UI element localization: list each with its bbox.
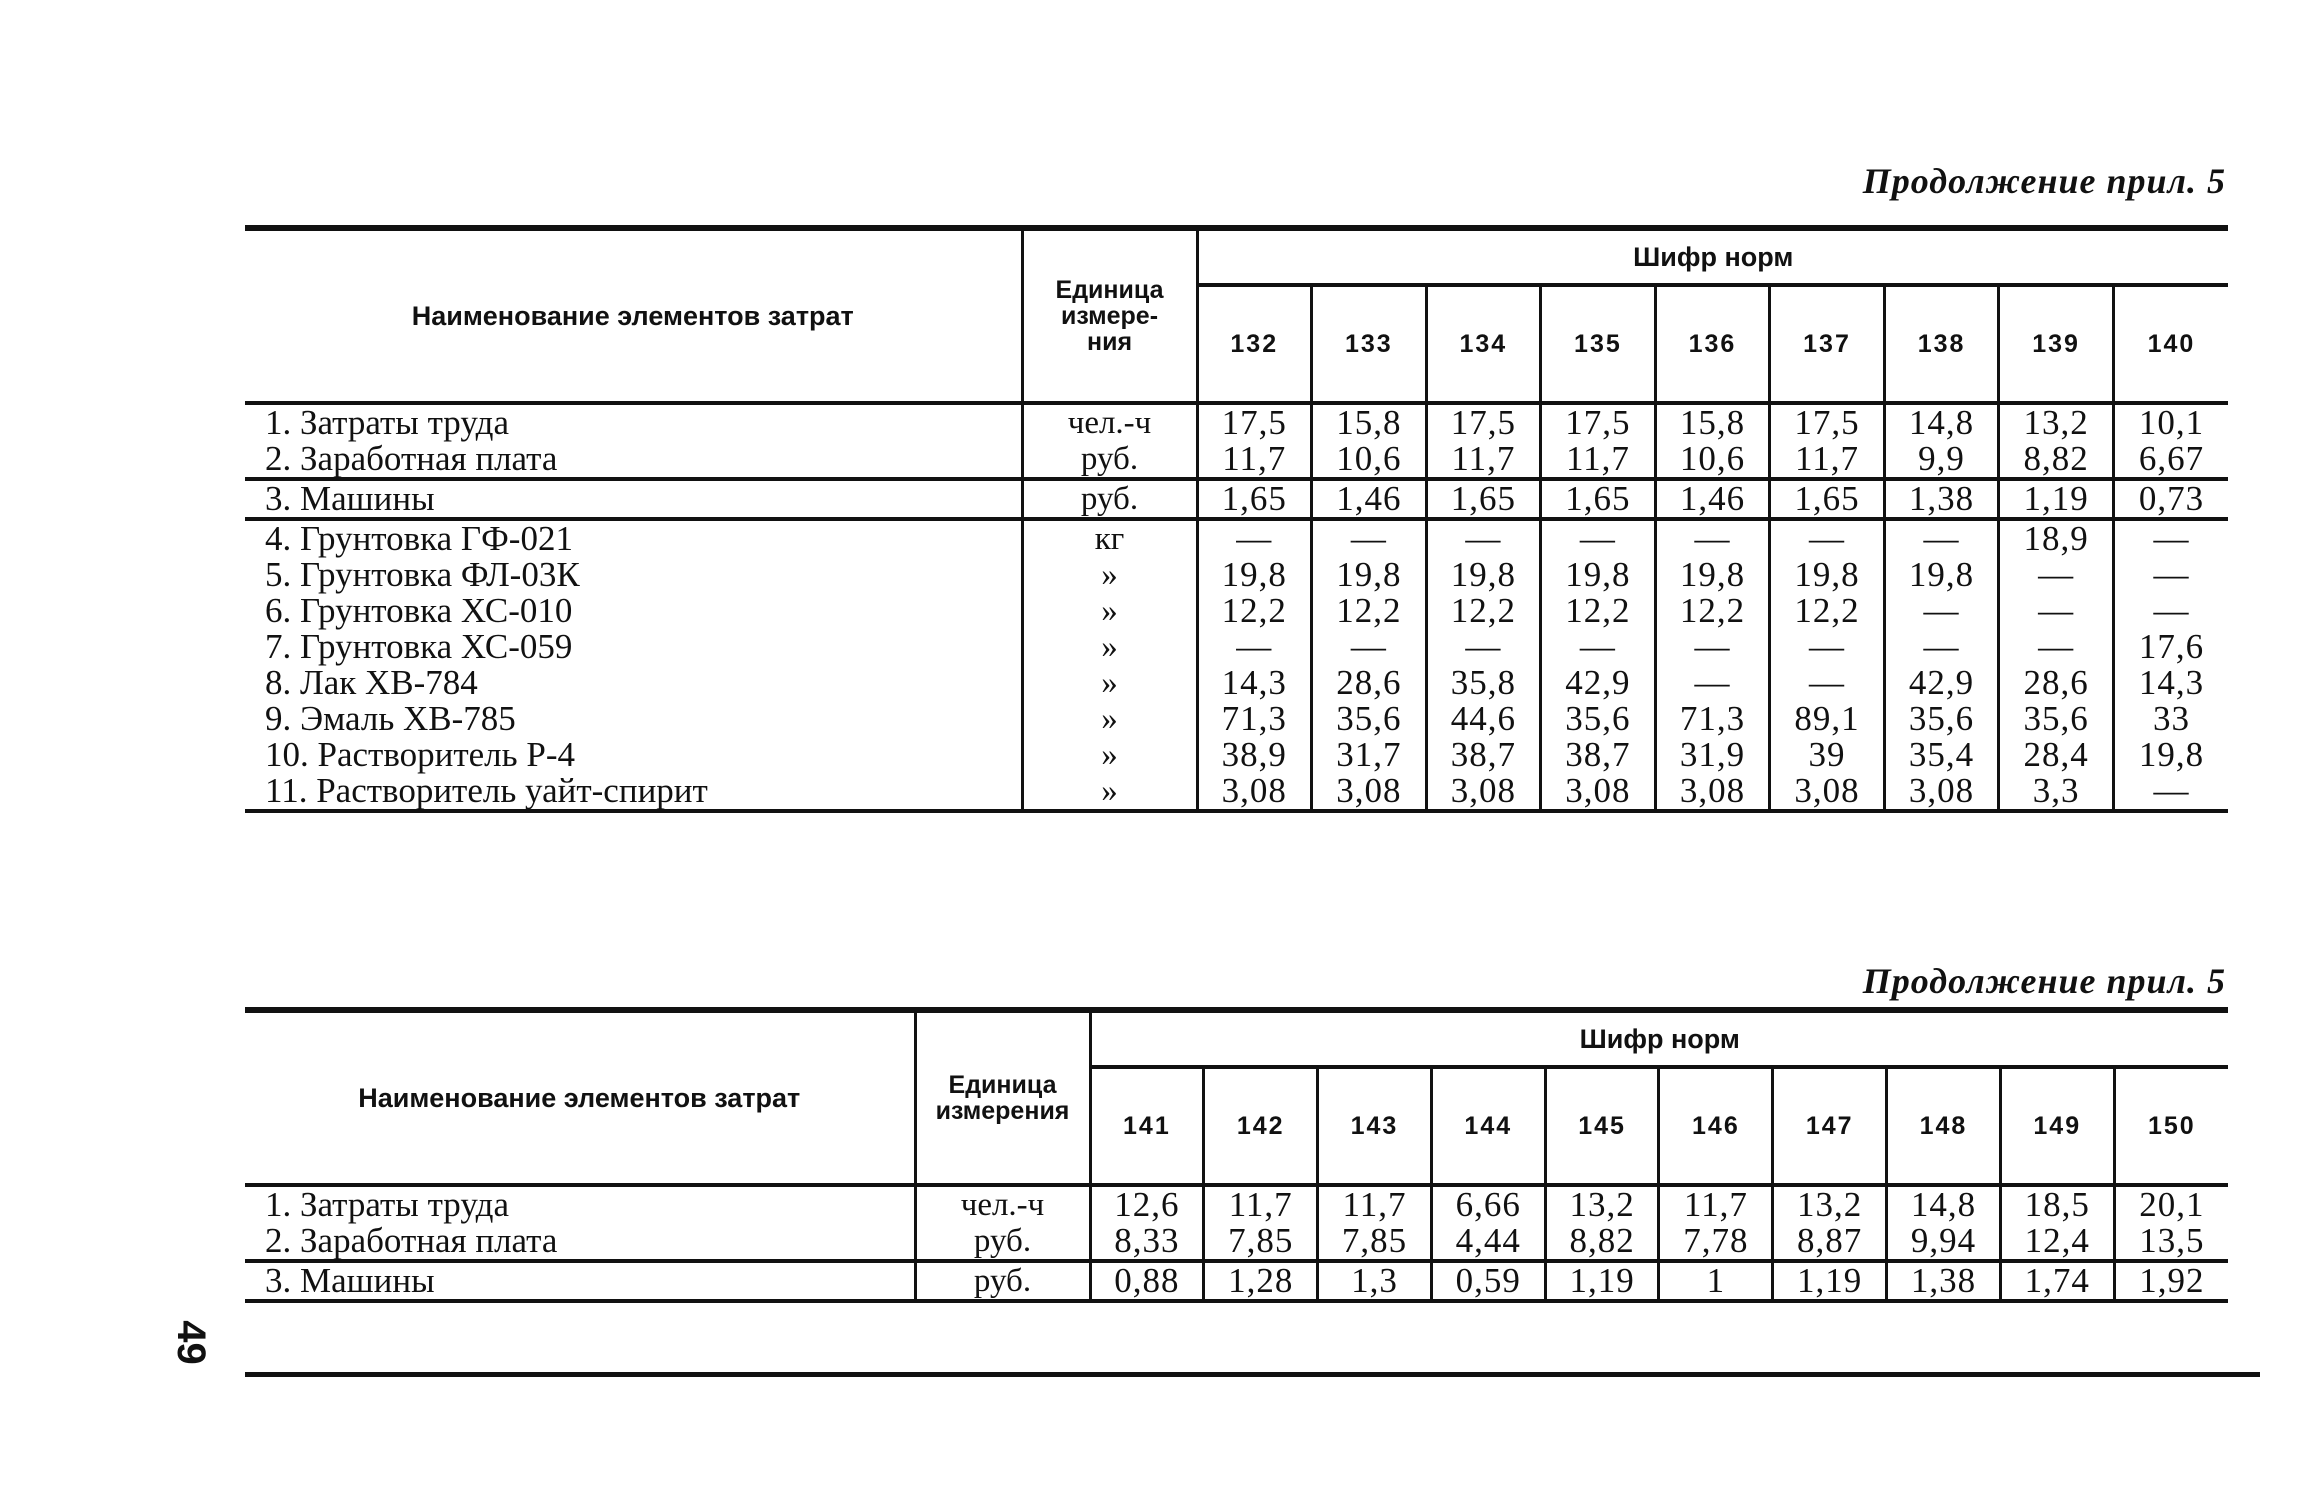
norm-value: — [1694,663,1731,702]
cost-element-name: 11. Растворитель уайт-спирит [265,771,708,810]
cost-element-name: 10. Растворитель Р-4 [265,735,575,774]
header-norm-code: 136 [1655,285,1770,403]
norm-value: 14,8 [1908,403,1975,442]
unit-of-measure: руб. [973,1263,1032,1299]
norm-value: 7,85 [1341,1221,1408,1260]
norm-value-column [1426,403,1541,479]
norm-value-column [1659,1185,1773,1261]
norm-value: 12,2 [1679,591,1746,630]
unit-of-measure: руб. [1080,441,1139,477]
table-section-row [245,479,2228,519]
norm-value: 1,74 [2024,1261,2090,1300]
norm-value: 42,9 [1908,663,1975,702]
header-norm-code: 135 [1541,285,1656,403]
norm-value: 1,38 [1910,1261,1977,1300]
norm-value: 12,2 [1565,591,1631,630]
norm-value-column [1884,519,1999,811]
norm-value: 12,2 [1336,591,1402,630]
norm-value: 3,08 [1794,771,1860,810]
norm-value: 39 [1808,735,1846,774]
header-unit-line: измере- [1060,302,1159,330]
norm-value: 28,4 [2023,735,2089,774]
norm-value: — [2038,591,2075,630]
cost-element-name: 9. Эмаль ХВ-785 [265,699,516,738]
norm-value: — [1465,627,1502,666]
norm-value: — [2153,591,2190,630]
norm-value: 38,7 [1450,735,1516,774]
norm-value-column [2113,479,2228,519]
norm-value: 18,5 [2024,1185,2090,1224]
norm-value: 19,8 [1908,555,1975,594]
norm-value-column [1312,403,1427,479]
unit-values [915,1261,1090,1301]
header-cost-element-name: Наименование элементов затрат [245,1010,915,1185]
norm-value: 19,8 [1336,555,1402,594]
cost-element-name: 3. Машины [265,1261,435,1300]
unit-of-measure: » [1101,773,1118,809]
unit-of-measure: » [1101,737,1118,773]
norm-value: 17,5 [1221,403,1287,442]
norm-value: 3,08 [1565,771,1631,810]
header-unit-of-measure [1022,228,1197,403]
norm-value-column [2000,1185,2114,1261]
unit-of-measure: » [1101,557,1118,593]
norm-value: 14,3 [2138,663,2205,702]
header-norm-code: 141 [1090,1067,1204,1185]
norm-value-column [1541,519,1656,811]
norm-value-column [1431,1185,1545,1261]
unit-of-measure: чел.-ч [1067,405,1152,441]
norm-value-column [1204,1261,1318,1301]
header-unit-of-measure [915,1010,1090,1185]
norm-value-column [1999,479,2114,519]
norm-value: 0,88 [1114,1261,1180,1300]
norm-value: — [2038,555,2075,594]
cost-element-names [245,1261,915,1301]
norm-value: 10,6 [1336,439,1402,478]
header-norm-code: 140 [2113,285,2228,403]
unit-values [1022,479,1197,519]
norm-value: 18,9 [2023,519,2089,558]
norm-value: 71,3 [1679,699,1746,738]
norm-value: 11,7 [1222,439,1287,478]
norm-value: 10,6 [1679,439,1746,478]
unit-of-measure: » [1101,665,1118,701]
norm-value: 42,9 [1565,663,1631,702]
header-norm-code: 149 [2000,1067,2114,1185]
norm-value-column [1655,519,1770,811]
table-section-row [245,519,2228,811]
unit-of-measure: руб. [973,1223,1032,1259]
norm-table-1 [245,225,2228,813]
norm-value: — [1694,519,1731,558]
table1-caption: Продолжение прил. 5 [1862,161,2226,201]
header-norm-code: 134 [1426,285,1541,403]
norm-value: 35,6 [1336,699,1402,738]
header-norm-code: 144 [1431,1067,1545,1185]
norm-value: 10,1 [2138,403,2205,442]
norm-value-column [1431,1261,1545,1301]
norm-value: — [1809,627,1845,666]
norm-value: 11,7 [1795,439,1859,478]
norm-value: 12,2 [1221,591,1287,630]
norm-value: — [2038,627,2075,666]
norm-value: 1,46 [1679,479,1746,518]
norm-value: 13,2 [2023,403,2089,442]
norm-value: — [2153,555,2190,594]
norm-value: 19,8 [1221,555,1287,594]
norm-value-column [1887,1261,2001,1301]
norm-value-column [2114,1185,2228,1261]
header-unit-line: Единица [948,1071,1057,1099]
norm-value-column [1884,403,1999,479]
header-norm-code: 132 [1197,285,1312,403]
norm-value: 19,8 [1565,555,1631,594]
norm-value-column [1541,403,1656,479]
unit-of-measure: руб. [1080,481,1139,517]
header-norm-code: 148 [1887,1067,2001,1185]
unit-of-measure: кг [1094,521,1125,557]
norm-value-column [1545,1185,1659,1261]
norm-value: 12,2 [1794,591,1860,630]
cost-element-name: 6. Грунтовка ХС-010 [265,591,573,630]
norm-value: 6,66 [1455,1185,1521,1224]
norm-value: 9,9 [1918,439,1965,478]
norm-value: — [1350,627,1387,666]
norm-value: 71,3 [1221,699,1287,738]
norm-value: 17,5 [1565,403,1631,442]
norm-value: 19,8 [2138,735,2205,774]
norm-value-column [1312,479,1427,519]
norm-value-column [1655,403,1770,479]
norm-value: 12,2 [1450,591,1516,630]
norm-value: 1,46 [1336,479,1402,518]
norm-value: 89,1 [1794,699,1860,738]
norm-value: 12,4 [2024,1221,2090,1260]
norm-value: 31,7 [1336,735,1402,774]
norm-value: 7,85 [1228,1221,1294,1260]
cost-element-name: 7. Грунтовка ХС-059 [265,627,573,666]
norm-value: — [1923,519,1960,558]
norm-value-column [2000,1261,2114,1301]
header-norm-code: 133 [1312,285,1427,403]
norm-value-column [1770,403,1885,479]
norm-value: 1,28 [1228,1261,1294,1300]
norm-value-column [1773,1185,1887,1261]
norm-value: 4,44 [1455,1221,1521,1260]
cost-element-name: 1. Затраты труда [265,1185,509,1224]
norm-value: 20,1 [2139,1185,2205,1224]
norm-value-column [1318,1185,1432,1261]
cost-element-name: 5. Грунтовка ФЛ-03К [265,555,580,594]
norm-value: 35,6 [1908,699,1975,738]
norm-value: — [1579,519,1616,558]
header-norm-code: 150 [2114,1067,2228,1185]
norm-value-column [1090,1261,1204,1301]
norm-value-column [1426,479,1541,519]
header-norm-code: 138 [1884,285,1999,403]
header-norm-code: 139 [1999,285,2114,403]
norm-value: 35,6 [2023,699,2089,738]
header-norm-code: 145 [1545,1067,1659,1185]
unit-of-measure: » [1101,701,1118,737]
cost-element-name: 3. Машины [265,479,435,518]
norm-value: 8,87 [1797,1221,1863,1260]
norm-value: 15,8 [1679,403,1746,442]
norm-value: 8,33 [1114,1221,1180,1260]
norm-value: 8,82 [1569,1221,1635,1260]
header-norm-codes-group: Шифр норм [1197,228,2228,285]
header-norm-code: 147 [1773,1067,1887,1185]
table-section-row [245,403,2228,479]
header-cost-element-name: Наименование элементов затрат [245,228,1022,403]
unit-of-measure: » [1101,593,1118,629]
norm-value: 33 [2152,699,2190,738]
norm-value-column [1541,479,1656,519]
norm-value: 8,82 [2023,439,2089,478]
norm-table-2 [245,1007,2228,1303]
norm-value: 14,3 [1221,663,1287,702]
norm-value: 31,9 [1679,735,1746,774]
norm-value: — [1809,663,1845,702]
header-norm-code: 137 [1770,285,1885,403]
norm-value-column [1773,1261,1887,1301]
norm-value-column [1197,519,1312,811]
unit-values [1022,403,1197,479]
norm-value: 3,08 [1336,771,1402,810]
norm-value-column [1659,1261,1773,1301]
norm-value-column [1426,519,1541,811]
norm-value: — [1694,627,1731,666]
cost-element-name: 8. Лак ХВ-784 [265,663,478,702]
cost-element-names [245,1185,915,1261]
table-section-row [245,1185,2228,1261]
norm-value: — [2153,519,2190,558]
norm-value-column [2113,403,2228,479]
norm-value: 1,3 [1351,1261,1398,1300]
norm-value: 35,8 [1450,663,1516,702]
table2-caption: Продолжение прил. 5 [1862,961,2226,1001]
norm-value: 9,94 [1910,1221,1977,1260]
norm-value: 17,5 [1450,403,1516,442]
norm-value: 11,7 [1683,1185,1748,1224]
norm-value: 14,8 [1910,1185,1977,1224]
norm-value: — [1236,519,1273,558]
norm-value-column [1312,519,1427,811]
header-unit-line: ния [1086,328,1133,356]
header-unit-line: Единица [1055,276,1164,304]
norm-value-column [1999,403,2114,479]
unit-values [915,1185,1090,1261]
cost-element-names [245,519,1022,811]
header-norm-code: 142 [1204,1067,1318,1185]
cost-element-names [245,479,1022,519]
norm-value: 1,19 [2023,479,2089,518]
unit-of-measure: чел.-ч [960,1187,1045,1223]
norm-value: 1,92 [2139,1261,2205,1300]
norm-value: 15,8 [1336,403,1402,442]
header-unit-line: измерения [935,1097,1070,1125]
norm-value-column [1887,1185,2001,1261]
norm-value: 19,8 [1794,555,1860,594]
bottom-rule [245,1372,2260,1377]
norm-value: 7,78 [1683,1221,1749,1260]
norm-value: 3,08 [1908,771,1975,810]
norm-value-column [1770,519,1885,811]
norm-value: 1,65 [1794,479,1860,518]
norm-value: — [1350,519,1387,558]
norm-value: 0,59 [1455,1261,1521,1300]
norm-value: 13,2 [1569,1185,1635,1224]
norm-value: 11,7 [1451,439,1516,478]
norm-value-column [1999,519,2114,811]
norm-value: 35,6 [1565,699,1631,738]
norm-value: — [1465,519,1502,558]
norm-value-column [2113,519,2228,811]
cost-element-name: 2. Заработная плата [265,439,558,478]
norm-value-column [2114,1261,2228,1301]
norm-value: 11,7 [1342,1185,1407,1224]
cost-element-names [245,403,1022,479]
norm-value-column [1197,479,1312,519]
norm-value: 3,08 [1221,771,1287,810]
norm-value: 1,19 [1797,1261,1863,1300]
norm-value: 1,65 [1450,479,1516,518]
norm-value: 13,5 [2139,1221,2205,1260]
norm-value: 1,19 [1569,1261,1635,1300]
cost-element-name: 2. Заработная плата [265,1221,558,1260]
norm-value: — [2153,771,2190,810]
norm-value: 35,4 [1908,735,1975,774]
norm-value: — [1809,519,1845,558]
norm-value-column [1090,1185,1204,1261]
norm-value: 11,7 [1565,439,1630,478]
norm-value: 11,7 [1228,1185,1293,1224]
norm-value: 28,6 [2023,663,2089,702]
norm-value-column [1655,479,1770,519]
norm-value: 17,6 [2138,627,2205,666]
norm-value: 3,08 [1679,771,1746,810]
norm-value: 19,8 [1679,555,1746,594]
norm-value: 1,38 [1908,479,1975,518]
norm-value-column [1197,403,1312,479]
norm-value: 3,08 [1450,771,1516,810]
norm-value: 1,65 [1565,479,1631,518]
norm-value: 44,6 [1450,699,1516,738]
norm-value-column [1770,479,1885,519]
cost-element-name: 4. Грунтовка ГФ-021 [265,519,573,558]
norm-value: 1 [1706,1261,1726,1300]
norm-value: 13,2 [1797,1185,1863,1224]
norm-value: 1,65 [1221,479,1287,518]
norm-value: 3,3 [2032,771,2080,810]
norm-value: — [1579,627,1616,666]
norm-value-column [1545,1261,1659,1301]
unit-of-measure: » [1101,629,1118,665]
header-norm-code: 143 [1318,1067,1432,1185]
norm-value: — [1236,627,1273,666]
norm-value: 38,9 [1221,735,1287,774]
norm-value: 28,6 [1336,663,1402,702]
table-section-row [245,1261,2228,1301]
norm-value: 12,6 [1114,1185,1180,1224]
page-number: 49 [168,1320,213,1365]
norm-value: 19,8 [1450,555,1516,594]
cost-element-name: 1. Затраты труда [265,403,509,442]
norm-value-column [1204,1185,1318,1261]
norm-value: — [1923,591,1960,630]
norm-value: 17,5 [1794,403,1860,442]
norm-value: 38,7 [1565,735,1631,774]
norm-value: 6,67 [2138,439,2205,478]
unit-values [1022,519,1197,811]
norm-value: — [1923,627,1960,666]
header-norm-codes-group: Шифр норм [1090,1010,2228,1067]
norm-value-column [1318,1261,1432,1301]
norm-value: 0,73 [2138,479,2205,518]
header-norm-code: 146 [1659,1067,1773,1185]
norm-value-column [1884,479,1999,519]
